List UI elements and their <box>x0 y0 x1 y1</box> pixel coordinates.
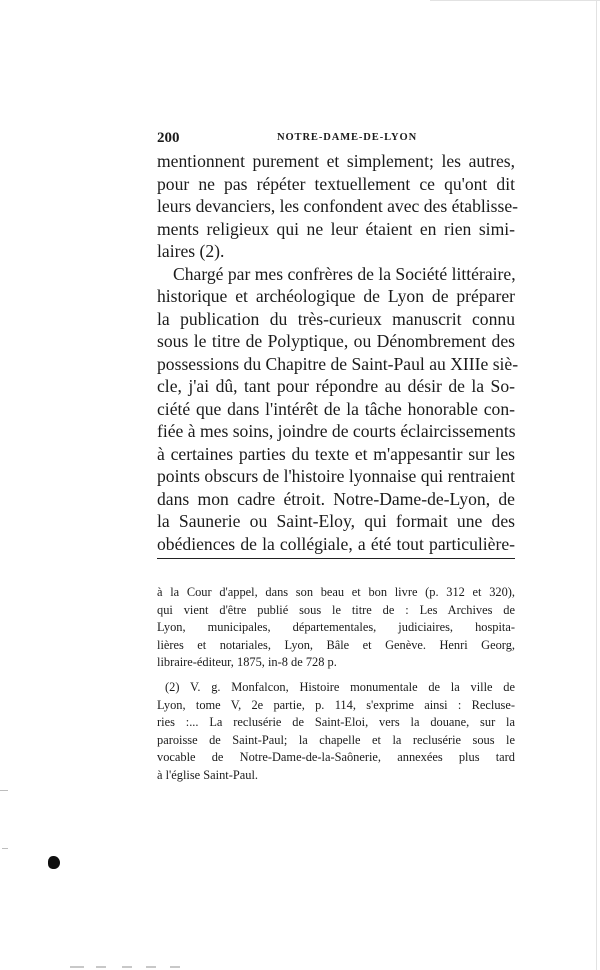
footnote-line: Lyon, tome V, 2e partie, p. 114, s'exprime ainsi : Recluse- <box>157 697 515 712</box>
text-line: mentionnent purement et simplement; les autres, <box>157 151 515 171</box>
footnote-separator <box>157 558 515 559</box>
text-line: sous le titre de Polyptique, ou Dénombrement des <box>157 331 515 351</box>
scan-bottom-mark <box>96 966 106 968</box>
text-line: ciété que dans l'intérêt de la tâche honorable con- <box>157 398 515 419</box>
scan-bottom-mark <box>122 966 132 968</box>
footnote-line: à la Cour d'appel, dans son beau et bon livre (p. 312 et 320), <box>157 585 515 599</box>
text-line: la Saunerie ou Saint-Eloy, qui formait une des <box>157 511 515 531</box>
scan-bottom-mark <box>146 966 156 968</box>
scan-bottom-mark <box>170 966 180 968</box>
text-line: ments religieux qui ne leur étaient en rien simi- <box>157 218 515 239</box>
footnotes <box>157 584 515 785</box>
scan-top-edge <box>430 0 600 1</box>
scan-margin-mark <box>2 848 8 849</box>
footnote-line: vocable de Notre-Dame-de-la-Saônerie, annexées plus tard <box>157 750 515 765</box>
text-line: possessions du Chapitre de Saint-Paul au XIIIe siè- <box>157 353 519 374</box>
footnote-line: qui vient d'être publié sous le titre de : Les Archives de <box>157 602 515 617</box>
text-line: cle, j'ai dû, tant pour répondre au désir de la So- <box>157 376 515 396</box>
main-text <box>157 150 519 555</box>
footnote-line: paroisse de Saint-Paul; la chapelle et la reclusérie sous le <box>157 732 515 747</box>
text-line: dans mon cadre étroit. Notre-Dame-de-Lyon, de <box>157 488 515 509</box>
text-line: fiée à mes soins, joindre de courts éclaircissements <box>157 421 516 441</box>
footnote-line: Lyon, municipales, départementales, judiciaires, hospita- <box>157 620 515 635</box>
text-line: la publication du très-curieux manuscrit connu <box>157 308 515 329</box>
scan-right-edge <box>596 0 597 970</box>
footnote-line: libraire-éditeur, 1875, in-8 de 728 p. <box>157 655 337 670</box>
text-line: points obscurs de l'histoire lyonnaise qui rentraient <box>157 466 515 486</box>
ink-blot <box>48 856 60 869</box>
text-line: historique et archéologique de Lyon de préparer <box>157 286 515 306</box>
page-header <box>157 130 515 150</box>
scan-bottom-mark <box>70 966 84 968</box>
text-line: à certaines parties du texte et m'appesantir sur les <box>157 443 515 464</box>
scan-margin-mark <box>0 790 8 791</box>
page-number: 200 <box>157 130 180 146</box>
text-line: pour ne pas répéter textuellement ce qu'ont dit <box>157 173 515 194</box>
footnote-line: à l'église Saint-Paul. <box>157 767 258 782</box>
text-line: Chargé par mes confrères de la Société littéraire, <box>173 263 516 284</box>
running-head: NOTRE-DAME-DE-LYON <box>277 132 418 143</box>
text-line: leurs devanciers, les confondent avec des établisse- <box>157 196 519 216</box>
text-line: laires (2). <box>157 241 225 261</box>
footnote-line: lières et notariales, Lyon, Bâle et Genève. Henri Georg, <box>157 637 515 652</box>
footnote-line: ries :... La reclusérie de Saint-Eloi, vers la douane, sur la <box>157 715 515 730</box>
footnote-line: (2) V. g. Monfalcon, Histoire monumentale de la ville de <box>165 679 515 694</box>
text-line: obédiences de la collégiale, a été tout particulière- <box>157 533 515 554</box>
